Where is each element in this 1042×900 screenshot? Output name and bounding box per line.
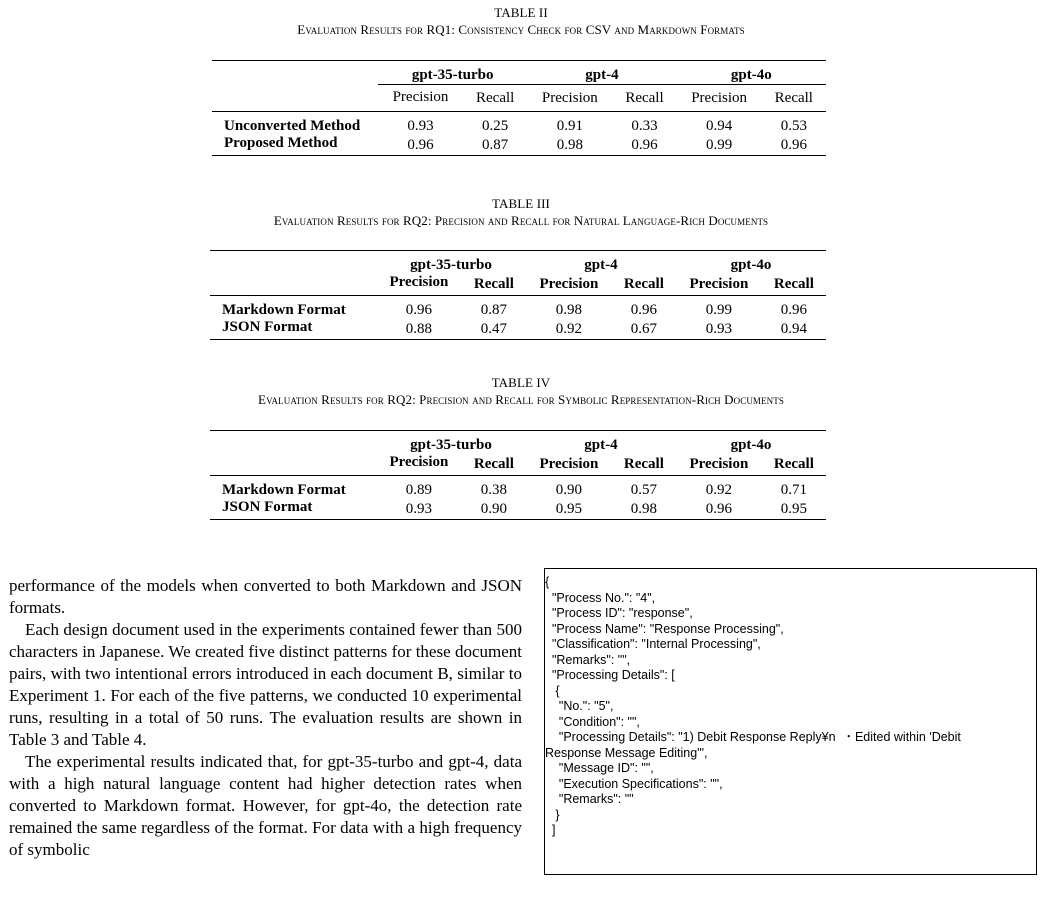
table-cell: 0.96 [780, 136, 807, 153]
table3-metric-header: Recall [473, 276, 514, 292]
table2-metric-header: Recall [476, 89, 515, 106]
table-cell: 0.25 [482, 118, 509, 134]
table-cell: 0.98 [556, 136, 583, 153]
table-cell: 0.57 [630, 482, 658, 498]
table-cell: 0.47 [480, 320, 508, 337]
table3-metric-header: Recall [773, 276, 814, 292]
table2 [212, 60, 826, 156]
table4-title: Evaluation Results for RQ2: Precision and Recall for Symbolic Representation-Rich Documents [258, 392, 784, 407]
table-cell: 0.93 [407, 118, 434, 134]
table2-metric-header: Recall [625, 89, 664, 106]
table-cell: 0.99 [705, 302, 732, 318]
table-cell: 0.87 [482, 136, 509, 153]
table-cell: 0.95 [780, 500, 808, 517]
row-label: JSON Format [222, 499, 313, 515]
code-line: "No.": "5", [545, 699, 614, 713]
table-cell: 0.98 [630, 500, 658, 517]
table-cell: 0.93 [405, 500, 433, 517]
code-line: "Process No.": "4", [545, 590, 656, 605]
row-label: Markdown Format [222, 482, 346, 498]
table2-number: TABLE II [494, 5, 548, 20]
paragraph: The experimental results indicated that, for gpt-35-turbo and gpt-4, data with a high natural language content had higher detection rates when converted to Markdown format. However, for gpt-4o, the detection rate remained the same regardless of the format. For data with a high frequency of symbolic [9, 752, 522, 859]
table4-caption [0, 374, 1042, 408]
table-row [212, 118, 826, 135]
table3-metric-header: Precision [389, 274, 449, 290]
table-row [210, 499, 826, 520]
table-row [210, 302, 826, 319]
table-cell: 0.91 [556, 118, 583, 134]
table-cell: 0.96 [630, 302, 658, 318]
table-cell: 0.71 [780, 482, 808, 498]
table-row [210, 319, 826, 340]
code-line: "Process Name": "Response Processing", [545, 621, 784, 636]
table4-metric-header: Precision [539, 456, 599, 472]
table3-model-header: gpt-4 [584, 257, 618, 273]
table-cell: 0.96 [405, 302, 433, 318]
table-cell: 0.96 [631, 136, 658, 153]
table4-metric-header: Precision [689, 456, 749, 472]
code-line: "Classification": "Internal Processing", [545, 637, 761, 651]
code-line: "Execution Specifications": "", [545, 776, 723, 791]
table-cell: 0.87 [480, 302, 508, 318]
row-label: JSON Format [222, 319, 313, 335]
table-cell: 0.88 [405, 320, 433, 337]
table4-model-header: gpt-4 [584, 437, 618, 453]
body-text [9, 575, 522, 861]
table-cell: 0.92 [555, 320, 583, 337]
table-cell: 0.98 [555, 302, 583, 318]
table2-metric-header: Precision [541, 89, 598, 106]
table4-model-header: gpt-35-turbo [410, 437, 492, 453]
table-cell: 0.90 [480, 500, 508, 517]
table4-metric-header: Recall [773, 456, 814, 472]
paragraph: performance of the models when converted to both Markdown and JSON formats. [9, 576, 522, 617]
table-cell: 0.96 [407, 136, 434, 153]
table3-metric-header: Recall [623, 276, 664, 292]
table-cell: 0.89 [405, 482, 433, 498]
code-line: } [545, 807, 560, 822]
table2-model-header: gpt-4o [677, 61, 826, 85]
table3-number: TABLE III [492, 196, 550, 211]
code-line: "Remarks": "", [545, 652, 631, 667]
row-label: Unconverted Method [224, 118, 361, 134]
table4-number: TABLE IV [491, 375, 551, 390]
code-line: "Processing Details": [ [545, 668, 675, 682]
table2-model-header: gpt-4 [527, 61, 676, 85]
code-line: ] [545, 823, 556, 837]
table-cell: 0.90 [555, 482, 583, 498]
table-cell: 0.38 [480, 482, 508, 498]
code-line: "Processing Details": "1) Debit Response Reply¥n ・Edited within 'Debit [545, 730, 961, 744]
table-cell: 0.94 [706, 118, 733, 134]
table2-metric-header: Precision [392, 89, 449, 105]
table2-caption [0, 4, 1042, 38]
table-cell: 0.93 [705, 320, 732, 337]
table-cell: 0.94 [780, 320, 808, 337]
code-line: "Process ID": "response", [545, 606, 693, 620]
table4-metric-header: Precision [389, 454, 449, 470]
table3 [210, 250, 826, 340]
table-cell: 0.53 [780, 118, 807, 134]
table4-metric-header: Recall [473, 456, 514, 472]
table2-metric-header: Precision [691, 89, 748, 106]
table3-model-header: gpt-4o [730, 257, 772, 273]
table-cell: 0.96 [705, 500, 732, 517]
row-label: Proposed Method [224, 135, 338, 151]
code-line: "Remarks": "" [545, 792, 634, 806]
table2-metric-header: Recall [774, 89, 813, 106]
table-cell: 0.96 [780, 302, 808, 318]
table-cell: 0.33 [631, 118, 658, 134]
table3-title: Evaluation Results for RQ2: Precision and Recall for Natural Language-Rich Documents [273, 213, 769, 228]
table4-metric-header: Recall [623, 456, 664, 472]
table-row [212, 135, 826, 156]
code-line: { [545, 683, 560, 698]
table-row [210, 482, 826, 499]
row-label: Markdown Format [222, 302, 346, 318]
table3-caption [0, 195, 1042, 229]
json-example-figure [544, 568, 1037, 875]
table4 [210, 430, 826, 520]
paragraph: Each design document used in the experiments contained fewer than 500 characters in Japanese. We created five distinct patterns for these document pairs, with two intentional errors introduced in each document B, similar to Experiment 1. For each of the five patterns, we conducted 10 experimental runs, resulting in a total of 50 runs. The evaluation results are shown in Table 3 and Table 4. [9, 620, 522, 749]
table-cell: 0.95 [555, 500, 583, 517]
code-line: Response Message Editing'", [545, 745, 708, 760]
table3-metric-header: Precision [689, 276, 749, 292]
table3-model-header: gpt-35-turbo [410, 257, 492, 273]
table4-model-header: gpt-4o [730, 437, 772, 453]
table2-title: Evaluation Results for RQ1: Consistency Check for CSV and Markdown Formats [297, 22, 745, 37]
code-line: "Message ID": "", [545, 761, 654, 775]
table3-metric-header: Precision [539, 276, 599, 292]
table-cell: 0.67 [630, 320, 658, 337]
code-line: { [545, 575, 550, 589]
table-cell: 0.92 [705, 482, 732, 498]
table-cell: 0.99 [706, 136, 733, 153]
table2-model-header: gpt-35-turbo [378, 61, 527, 85]
code-line: "Condition": "", [545, 714, 640, 729]
